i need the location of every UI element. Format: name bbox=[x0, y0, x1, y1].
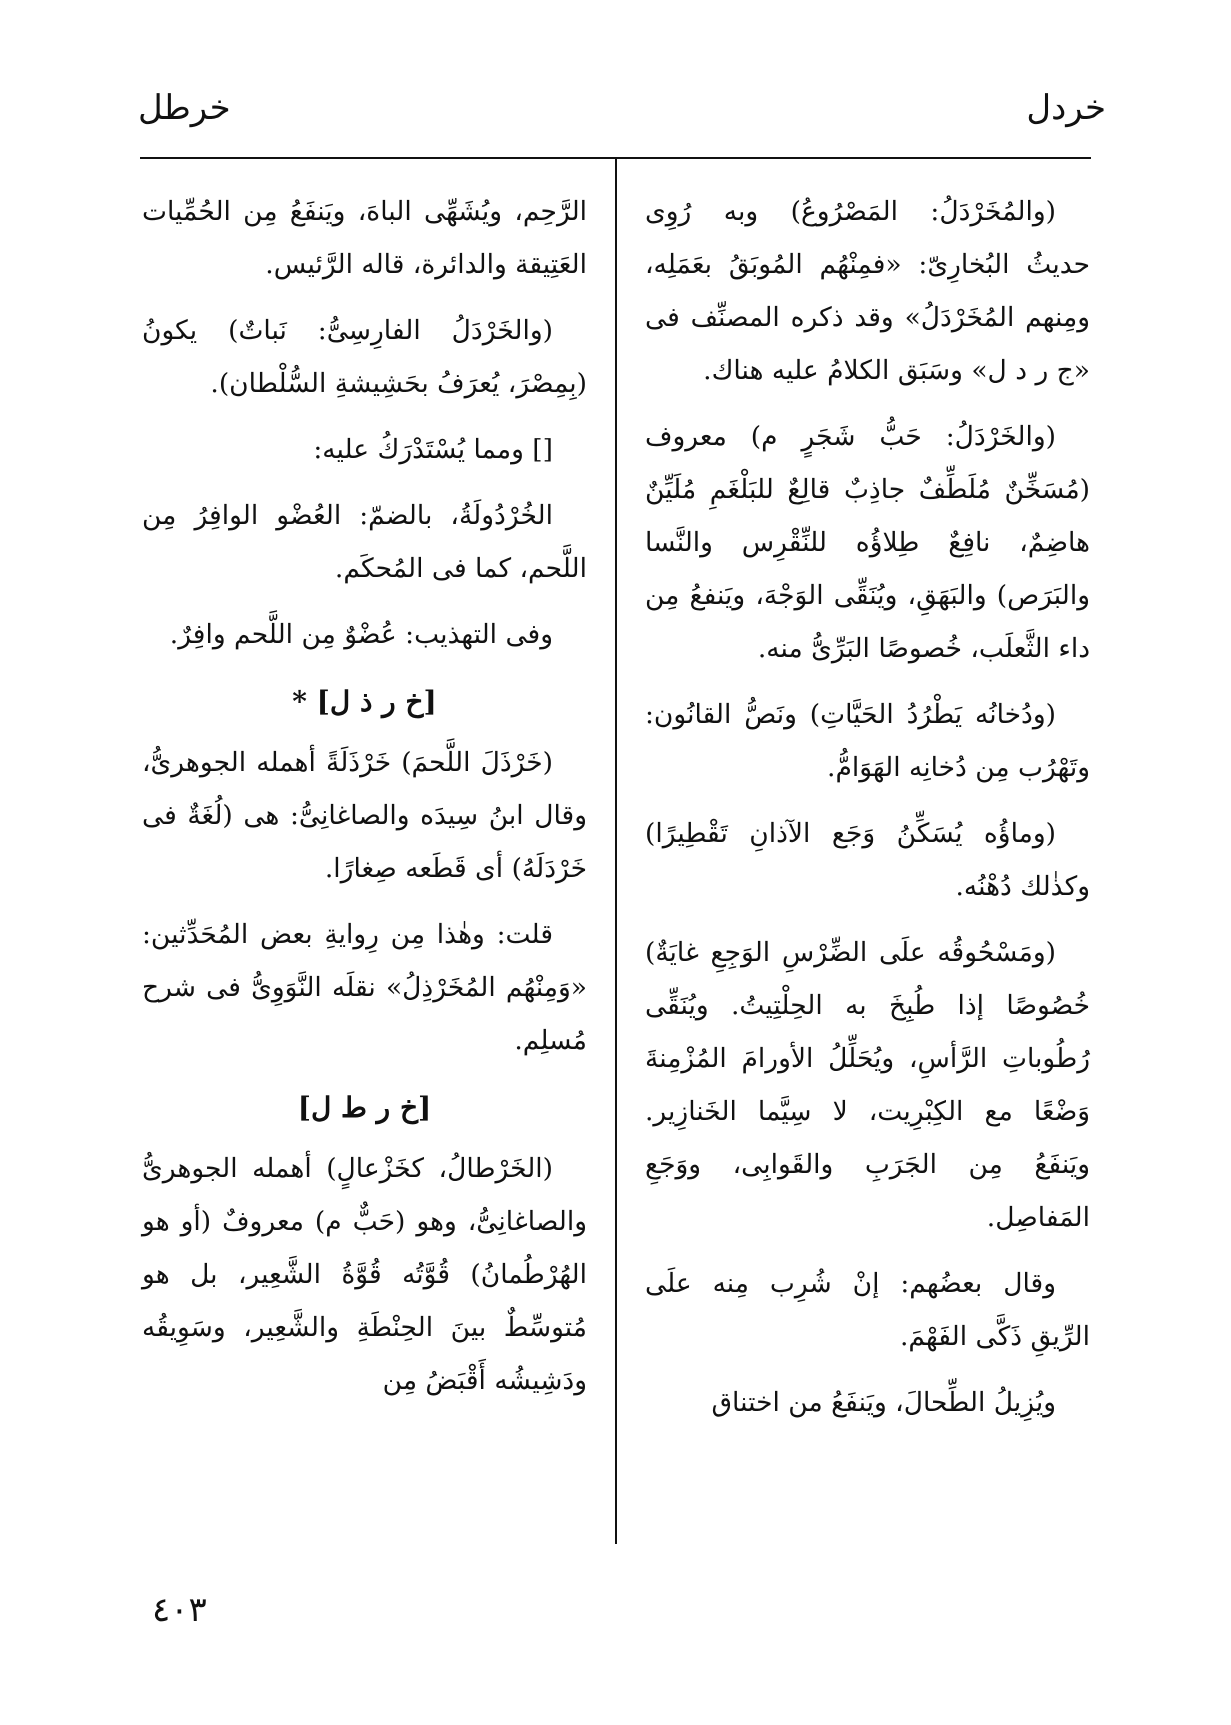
paragraph-smoke: (ودُخانُه يَطْرُدُ الحَيَّاتِ) ونَصُّ القانُون: وتَهْرُب مِن دُخانِه الهَوَامُّ. bbox=[645, 699, 1090, 783]
paragraph-tahdhib: وفى التهذيب: عُضْوٌ مِن اللَّحم وافِرٌ. bbox=[169, 619, 553, 650]
paragraph-water: (وماؤُه يُسَكِّنُ وَجَع الآذانِ تَقْطِيرًا) وكذٰلك دُهْنُه. bbox=[645, 818, 1090, 902]
paragraph-persian-mustard: (والخَرْدَلُ الفارِسِىُّ: نَباتٌ) يكونُ (بِمِصْرَ، يُعرَفُ بحَشِيشةِ السُّلْطان). bbox=[142, 315, 587, 399]
entry-heading-kh-r-dh-l: [خ ر ذ ل] * bbox=[292, 685, 437, 718]
paragraph-continuation: الرَّحِم، ويُشَهِّى الباهَ، ويَنفَعُ مِن الحُمِّيات العَتِيقة والدائرة، قاله الرَّئيس. bbox=[142, 196, 587, 280]
page-number: ٤٠٣ bbox=[152, 1590, 207, 1630]
paragraph-spleen: ويُزِيلُ الطِّحالَ، ويَنفَعُ من اختناق bbox=[711, 1387, 1056, 1418]
paragraph-khardal: (والخَرْدَلُ: حَبُّ شَجَرٍ م) معروف (مُسَخِّنٌ مُلَطِّفٌ جاذِبٌ قالِعٌ للبَلْغَمِ مُلَيِّنٌ هاضِمٌ، نافِعٌ طِلاؤُه للنِّقْرِس والنَّسا والبَرَص) والبَهَقِ، ويُنَقِّى الوَجْهَ، ويَنفعُ مِن داء الثَّعلَب، خُصوصًا البَرِّىُّ منه. bbox=[645, 421, 1090, 664]
paragraph-qultu: قلت: وهٰذا مِن رِوايةِ بعض المُحَدِّثين: «وَمِنْهُم المُخَرْذِلُ» نقلَه النَّوَوِىُّ فى شرح مُسلِم. bbox=[142, 919, 587, 1056]
paragraph-khartal: (الخَرْطالُ، كخَزْعالٍ) أهمله الجوهرىُّ والصاغانِىُّ، وهو (حَبٌّ م) معروفٌ (أو هو الهُرْطُمانُ) قُوَّتُه قُوَّةُ الشَّعِير، بل هو مُتوسِّطٌ بينَ الحِنْطَةِ والشَّعِير، وسَوِيقُه ودَشِيشُه أَقْبَضُ مِن bbox=[142, 1153, 587, 1396]
right-column bbox=[645, 185, 1090, 1442]
left-column bbox=[142, 185, 587, 1420]
paragraph-khurdula: الخُرْدُولَةُ، بالضمّ: العُضْو الوافِرُ مِن اللَّحم، كما فى المُحكَم. bbox=[142, 500, 587, 584]
running-head-left: خرطل bbox=[138, 88, 231, 128]
paragraph-addendum-intro: [] ومما يُسْتَدْرَكُ عليه: bbox=[313, 434, 553, 465]
paragraph-kharthala: (خَرْذَلَ اللَّحمَ) خَرْذَلَةً أهمله الجوهرىُّ، وقال ابنُ سِيدَه والصاغانِىُّ: هى (لُغَةٌ فى خَرْدَلَهُ) أى قَطَعه صِغارًا. bbox=[142, 747, 587, 884]
column-divider bbox=[615, 158, 617, 1544]
entry-heading-kh-r-t-l: [خ ر ط ل] bbox=[297, 1091, 432, 1124]
running-head-right: خردل bbox=[1026, 88, 1106, 128]
paragraph-powder: (ومَسْحُوقُه علَى الضِّرْسِ الوَجِعِ غايَةٌ) خُصُوصًا إذا طُبِخَ به الحِلْتِيتُ. ويُنَقِّى رُطُوباتِ الرَّأسِ، ويُحَلِّلُ الأورامَ المُزْمِنةَ وَضْعًا مع الكِبْرِيت، لا سِيَّما الخَنازِير. ويَنفَعُ مِن الجَرَبِ والقَوابِى، ووَجَعِ المَفاصِل. bbox=[645, 937, 1090, 1233]
paragraph-mukhardal: (والمُخَرْدَلُ: المَصْرُوعُ) وبه رُوِى حديثُ البُخارِىّ: «فمِنْهُم المُوبَقُ بعَمَلِه، ومِنهم المُخَرْدَلُ» وقد ذكره المصنِّف فى «ج ر د ل» وسَبَق الكلامُ عليه هناك. bbox=[645, 196, 1090, 386]
paragraph-saying: وقال بعضُهم: إنْ شُرِب مِنه علَى الرِّيقِ ذَكَّى الفَهْمَ. bbox=[645, 1268, 1090, 1352]
